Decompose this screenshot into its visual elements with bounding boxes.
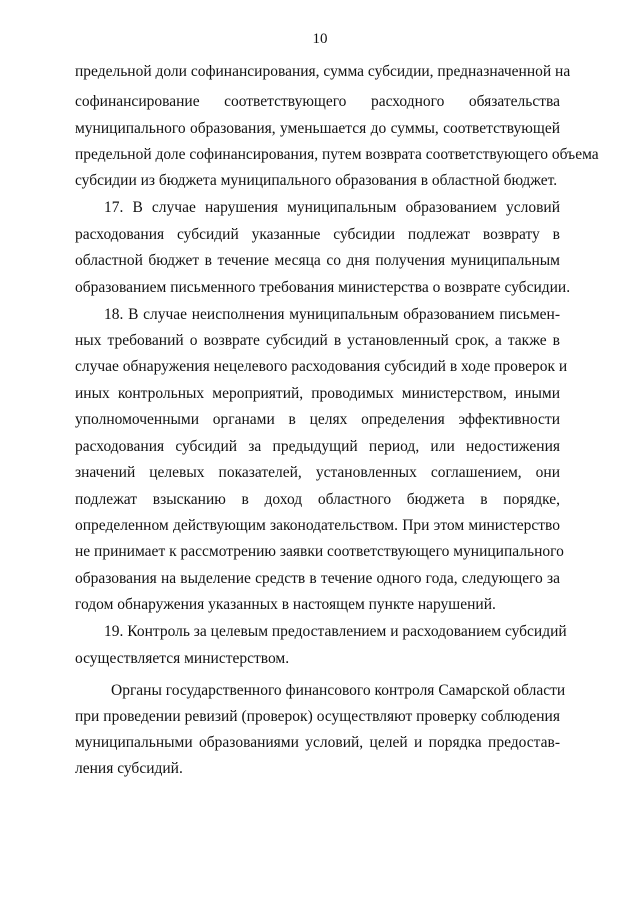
paragraph-line: Органы государственного финансового контроля Самарской области	[111, 682, 566, 699]
paragraph-line: предельной доле софинансирования, путем возврата соответствующего объема	[75, 146, 599, 163]
paragraph-line: случае обнаружения нецелевого расходования субсидий в ходе проверок и	[75, 358, 568, 375]
paragraph-line: уполномоченными органами в целях определения эффективности	[75, 411, 560, 428]
paragraph-line: муниципальными образованиями условий, целей и порядка предостав-	[75, 734, 560, 751]
paragraph-line: подлежат взысканию в доход областного бюджета в порядке,	[75, 491, 560, 508]
paragraph-line: иных контрольных мероприятий, проводимых министерством, иными	[75, 385, 560, 402]
paragraph-line: годом обнаружения указанных в настоящем пункте нарушений.	[75, 596, 496, 613]
paragraph-line: значений целевых показателей, установленных соглашением, они	[75, 464, 560, 481]
page-number: 10	[312, 31, 328, 47]
paragraph-line: образования на выделение средств в течение одного года, следующего за	[75, 570, 560, 587]
paragraph-line: субсидии из бюджета муниципального образования в областной бюджет.	[75, 172, 558, 189]
paragraph-line: при проведении ревизий (проверок) осуществляют проверку соблюдения	[75, 708, 560, 725]
paragraph-line: расходования субсидий за предыдущий период, или недостижения	[75, 438, 560, 455]
paragraph-line: муниципального образования, уменьшается до суммы, соответствующей	[75, 120, 560, 137]
paragraph-line: софинансирование соответствующего расходного обязательства	[75, 93, 560, 110]
paragraph-line: расходования субсидий указанные субсидии подлежат возврату в	[75, 226, 560, 243]
paragraph-line: областной бюджет в течение месяца со дня получения муниципальным	[75, 252, 560, 269]
paragraph-line: ления субсидий.	[75, 760, 183, 777]
paragraph-line: не принимает к рассмотрению заявки соответствующего муниципального	[75, 543, 564, 560]
paragraph-line: 18. В случае неисполнения муниципальным образованием письмен-	[104, 306, 560, 323]
paragraph-line: осуществляется министерством.	[75, 650, 290, 667]
paragraph-line: определенном действующим законодательством. При этом министерство	[75, 517, 560, 534]
paragraph-line: образованием письменного требования министерства о возврате субсидии.	[75, 279, 571, 296]
paragraph-line: ных требований о возврате субсидий в установленный срок, а также в	[75, 332, 560, 349]
paragraph-line: 19. Контроль за целевым предоставлением и расходованием субсидий	[104, 623, 567, 640]
paragraph-line: 17. В случае нарушения муниципальным образованием условий	[104, 199, 560, 216]
paragraph-line: предельной доли софинансирования, сумма субсидии, предназначенной на	[75, 63, 571, 80]
